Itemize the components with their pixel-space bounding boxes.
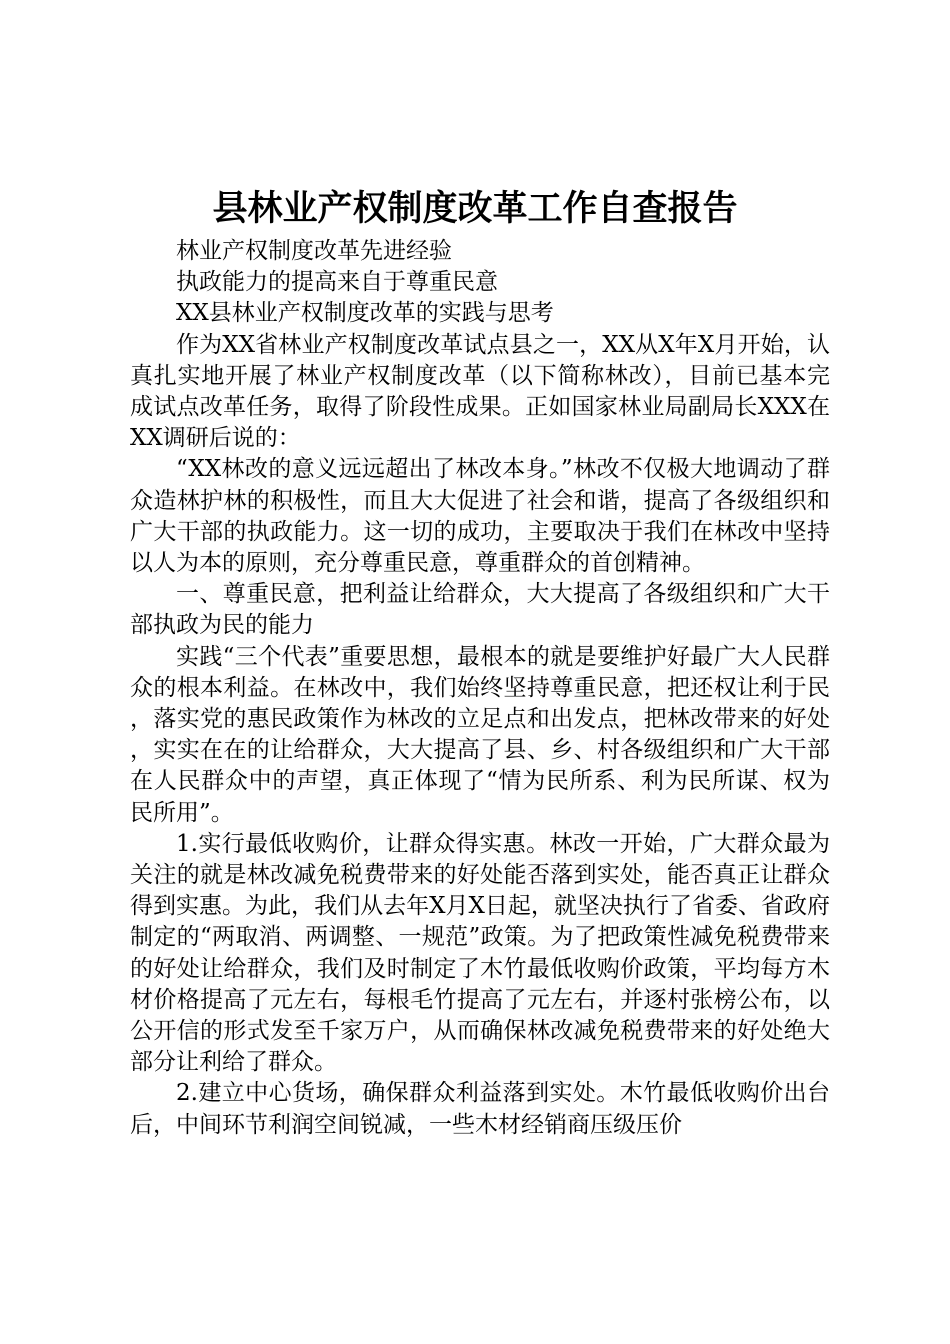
body-paragraph: 2.建立中心货场，确保群众利益落到实处。木竹最低收购价出台后，中间环节利润空间锐减，一些木材经销商压级压价 (130, 1080, 830, 1138)
body-paragraph: 实践“三个代表”重要思想，最根本的就是要维护好最广大人民群众的根本利益。在林改中，我们始终坚持尊重民意，把还权让利于民，落实党的惠民政策作为林改的立足点和出发点，把林改带来的好处，实实在在的让给群众，大大提高了县、乡、村各级组织和广大干部在人民群众中的声望，真正体现了“情为民所系、利为民所谋、权为民所用”。 (130, 643, 830, 826)
body-paragraph: “XX林改的意义远远超出了林改本身。”林改不仅极大地调动了群众造林护林的积极性，而且大大促进了社会和谐，提高了各级组织和广大干部的执政能力。这一切的成功，主要取决于我们在林改中坚持以人为本的原则，充分尊重民意，尊重群众的首创精神。 (130, 456, 830, 577)
body-paragraph: 执政能力的提高来自于尊重民意 (176, 269, 498, 296)
body-paragraph: XX县林业产权制度改革的实践与思考 (176, 300, 554, 327)
document-body (130, 236, 830, 1141)
section-heading: 一、尊重民意，把利益让给群众，大大提高了各级组织和广大干部执政为民的能力 (130, 581, 830, 639)
document-title: 县林业产权制度改革工作自查报告 (212, 188, 738, 229)
body-paragraph: 1.实行最低收购价，让群众得实惠。林改一开始，广大群众最为关注的就是林改减免税费带来的好处能否落到实处，能否真正让群众得到实惠。为此，我们从去年X月X日起，就坚决执行了省委、省政府制定的“两取消、两调整、一规范”政策。为了把政策性减免税费带来的好处让给群众，我们及时制定了木竹最低收购价政策，平均每方木材价格提高了元左右，每根毛竹提高了元左右，并逐村张榜公布，以公开信的形式发至千家万户，从而确保林改减免税费带来的好处绝大部分让利给了群众。 (130, 830, 830, 1076)
body-paragraph: 林业产权制度改革先进经验 (176, 238, 452, 264)
body-paragraph: 作为XX省林业产权制度改革试点县之一，XX从X年X月开始，认真扎实地开展了林业产权制度改革（以下简称林改），目前已基本完成试点改革任务，取得了阶段性成果。正如国家林业局副局长XXX在XX调研后说的： (130, 331, 830, 452)
